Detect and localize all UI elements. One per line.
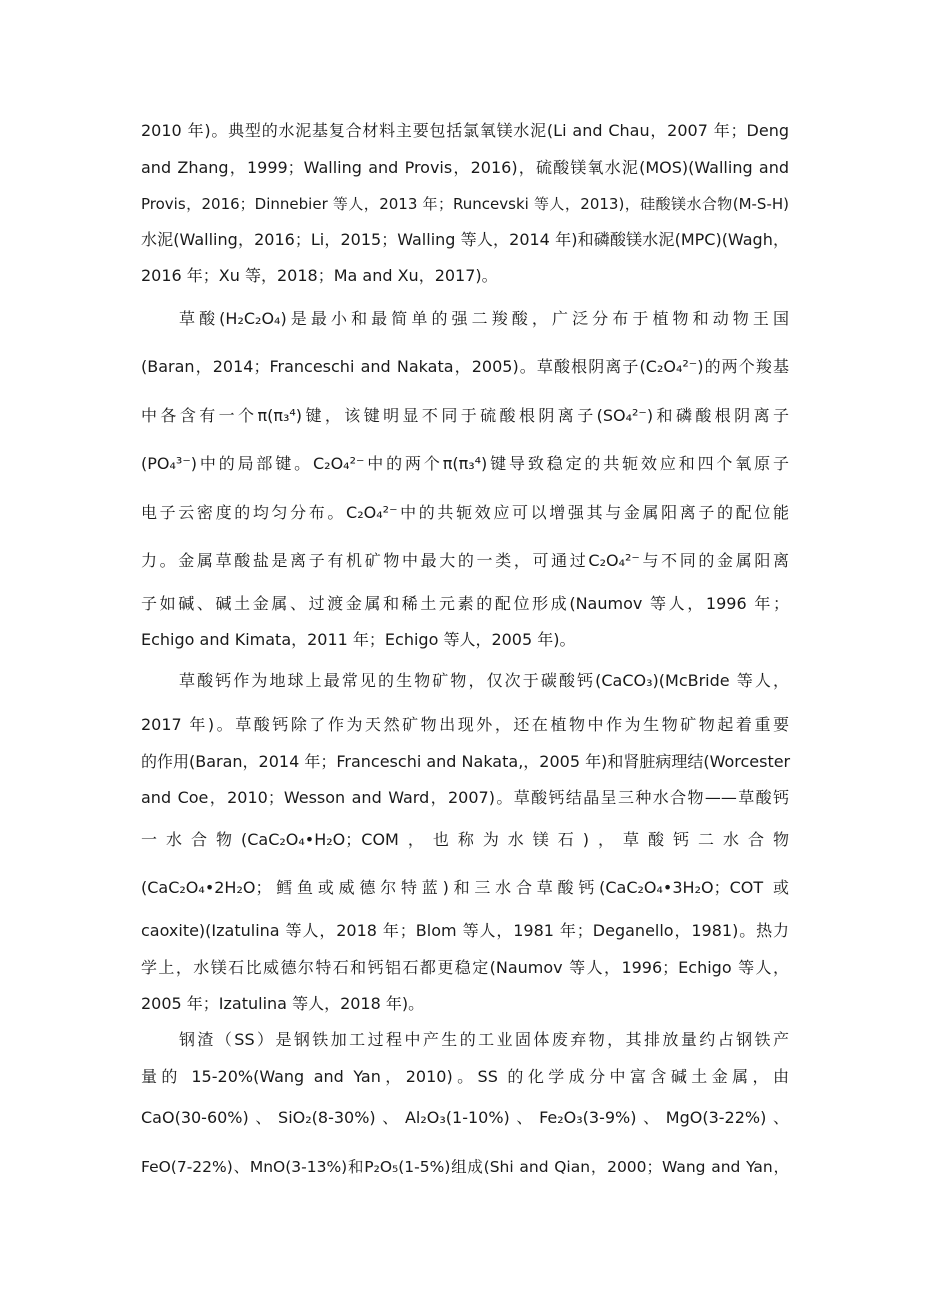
text-line: caoxite)(Izatulina 等人，2018 年；Blom 等人，1981 年；Deganello，1981)。热力 [141, 921, 789, 940]
text-line: 2005 年；Izatulina 等人，2018 年)。 [141, 994, 425, 1013]
text-line: 学上，水镁石比威德尔特石和钙铝石都更稳定(Naumov 等人，1996；Echigo 等人， [141, 958, 789, 977]
text-line: 水泥(Walling，2016；Li，2015；Walling 等人，2014 年)和磷酸镁水泥(MPC)(Wagh， [141, 230, 789, 249]
text-line: 钢渣（SS）是钢铁加工过程中产生的工业固体废弃物，其排放量约占钢铁产 [179, 1030, 789, 1049]
text-line: (CaC₂O₄•2H₂O；鳕鱼或威德尔特蓝)和三水合草酸钙(CaC₂O₄•3H₂O；COT 或 [141, 878, 789, 897]
text-line: FeO(7-22%)、MnO(3-13%)和P₂O₅(1-5%)组成(Shi and Qian，2000；Wang and Yan， [141, 1158, 789, 1176]
text-line: Echigo and Kimata，2011 年；Echigo 等人，2005 年)。 [141, 630, 576, 649]
text-line: CaO(30-60%)、SiO₂(8-30%)、Al₂O₃(1-10%)、Fe₂O₃(3-9%)、MgO(3-22%)、 [141, 1108, 789, 1127]
text-line: 草酸(H₂C₂O₄)是最小和最简单的强二羧酸，广泛分布于植物和动物王国 [179, 309, 789, 328]
text-line: 一水合物(CaC₂O₄•H₂O；COM，也称为水镁石)，草酸钙二水合物 [141, 830, 789, 849]
text-line: and Coe，2010；Wesson and Ward，2007)。草酸钙结晶呈三种水合物——草酸钙 [141, 788, 789, 807]
text-line: Provis，2016；Dinnebier 等人，2013 年；Runcevski 等人，2013)，硅酸镁水合物(M-S-H) [141, 195, 789, 213]
text-line: 的作用(Baran，2014 年；Franceschi and Nakata,，2005 年)和肾脏病理结(Worcester [141, 752, 791, 771]
text-line: 中各含有一个π(π₃⁴)键，该键明显不同于硫酸根阴离子(SO₄²⁻)和磷酸根阴离子 [141, 406, 789, 425]
text-line: (PO₄³⁻)中的局部键。C₂O₄²⁻中的两个π(π₃⁴)键导致稳定的共轭效应和四个氧原子 [141, 454, 789, 473]
text-line: 电子云密度的均匀分布。C₂O₄²⁻中的共轭效应可以增强其与金属阳离子的配位能 [141, 503, 789, 522]
text-line: 2016 年；Xu 等，2018；Ma and Xu，2017)。 [141, 266, 498, 285]
text-line: 草酸钙作为地球上最常见的生物矿物，仅次于碳酸钙(CaCO₃)(McBride 等人， [179, 671, 789, 690]
text-line: 2010 年)。典型的水泥基复合材料主要包括氯氧镁水泥(Li and Chau，2007 年；Deng [141, 121, 789, 140]
text-line: 2017 年)。草酸钙除了作为天然矿物出现外，还在植物中作为生物矿物起着重要 [141, 715, 789, 734]
text-line: and Zhang，1999；Walling and Provis，2016)，硫酸镁氧水泥(MOS)(Walling and [141, 158, 789, 177]
text-line: 力。金属草酸盐是离子有机矿物中最大的一类，可通过C₂O₄²⁻与不同的金属阳离 [141, 551, 789, 570]
text-line: 量的 15-20%(Wang and Yan，2010)。SS 的化学成分中富含碱土金属，由 [141, 1067, 789, 1086]
text-line: 子如碱、碱土金属、过渡金属和稀土元素的配位形成(Naumov 等人，1996 年； [141, 594, 789, 613]
text-line: (Baran，2014；Franceschi and Nakata，2005)。草酸根阴离子(C₂O₄²⁻)的两个羧基 [141, 357, 789, 376]
